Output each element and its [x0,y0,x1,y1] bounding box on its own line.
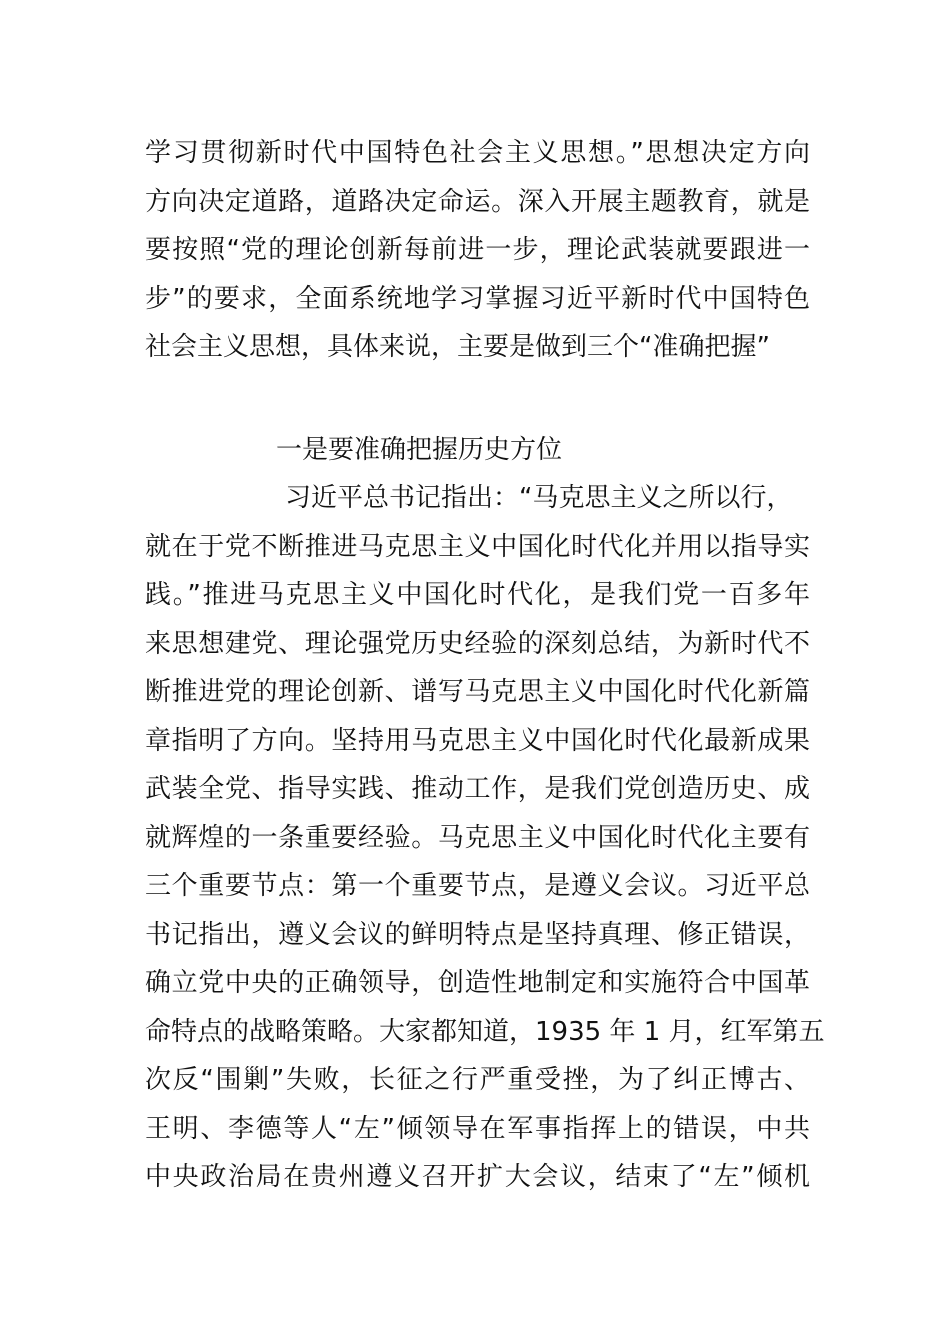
paragraph-body [145,474,825,1202]
text-line: 章指明了方向。坚持用马克思主义中国化时代化最新成果 [145,725,810,756]
text-line: 书记指出，遵义会议的鲜明特点是坚持真理、修正错误， [145,919,810,950]
text-line: 要按照“党的理论创新每前进一步，理论武装就要跟进一 [145,235,810,265]
text-line: 方向决定道路，道路决定命运。深入开展主题教育，就是 [145,186,810,217]
text-line: 命特点的战略策略。大家都知道，1935 年 1 月，红军第五 [145,1016,825,1047]
text-line: 断推进党的理论创新、谱写马克思主义中国化时代化新篇 [145,677,810,707]
text-line: 社会主义思想，具体来说，主要是做到三个“准确把握” [145,332,770,362]
text-line: 武装全党、指导实践、推动工作，是我们党创造历史、成 [145,774,810,804]
text-line: 就在于党不断推进马克思主义中国化时代化并用以指导实 [145,531,810,562]
text-line: 习近平总书记指出：“马克思主义之所以行， [285,483,793,513]
text-line: 次反“围剿”失败，长征之行严重受挫，为了纠正博古、 [145,1065,810,1095]
text-line: 步”的要求，全面系统地学习掌握习近平新时代中国特色 [145,283,810,314]
text-line: 三个重要节点：第一个重要节点，是遵义会议。习近平总 [145,871,810,901]
paragraph-intro [145,129,810,372]
text-line: 中央政治局在贵州遵义召开扩大会议，结束了“左”倾机 [145,1162,810,1192]
text-line: 学习贯彻新时代中国特色社会主义思想。”思想决定方向 [145,138,810,168]
section-heading: 一是要准确把握历史方位 [276,435,563,465]
text-line: 来思想建党、理论强党历史经验的深刻总结，为新时代不 [145,628,810,659]
text-line: 就辉煌的一条重要经验。马克思主义中国化时代化主要有 [145,822,810,853]
text-line: 确立党中央的正确领导，创造性地制定和实施符合中国革 [145,968,810,998]
text-line: 王明、李德等人“左”倾领导在军事指挥上的错误，中共 [145,1113,810,1144]
text-line: 践。”推进马克思主义中国化时代化，是我们党一百多年 [145,580,810,610]
